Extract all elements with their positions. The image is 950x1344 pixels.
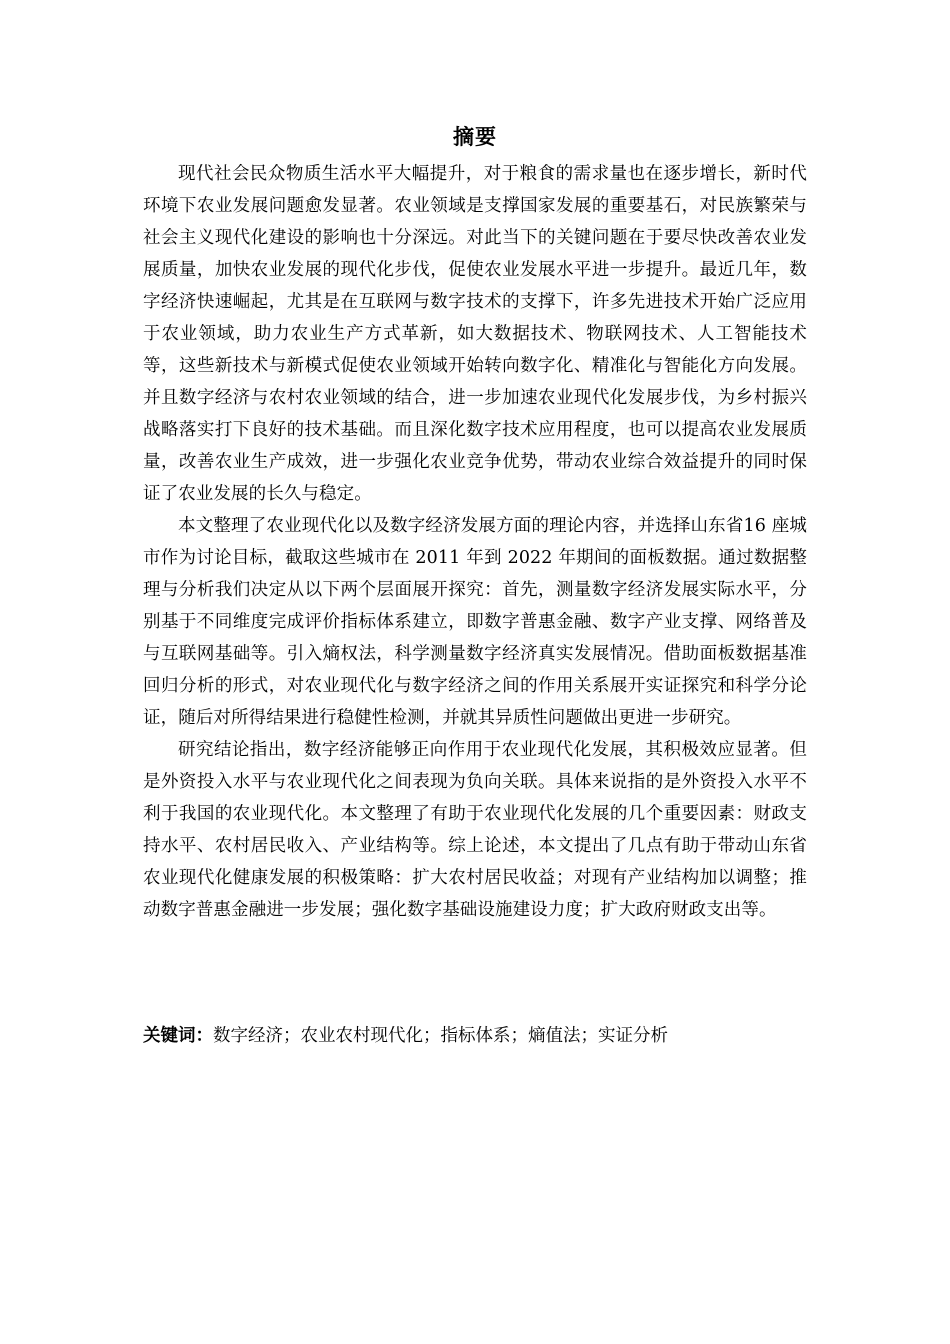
abstract-paragraph-2: 本文整理了农业现代化以及数字经济发展方面的理论内容，并选择山东省16 座城市作为讨论目标，截取这些城市在 2011 年到 2022 年期间的面板数据。通过数据整理与分析我们决定从以下两个层面展开探究：首先，测量数字经济发展实际水平，分别基于不同维度完成评价指标体系建立，即数字普惠金融、数字产业支撑、网络普及与互联网基础等。引入熵权法，科学测量数字经济真实发展情况。借助面板数据基准回归分析的形式，对农业现代化与数字经济之间的作用关系展开实证探究和科学分论证，随后对所得结果进行稳健性检测，并就其异质性问题做出更进一步研究。	[143, 516, 807, 728]
keywords-line	[143, 1022, 807, 1050]
abstract-paragraph-3: 研究结论指出，数字经济能够正向作用于农业现代化发展，其积极效应显著。但是外资投入水平与农业现代化之间表现为负向关联。具体来说指的是外资投入水平不利于我国的农业现代化。本文整理了有助于农业现代化发展的几个重要因素：财政支持水平、农村居民收入、产业结构等。综上论述，本文提出了几点有助于带动山东省农业现代化健康发展的积极策略：扩大农村居民收益；对现有产业结构加以调整；推动数字普惠金融进一步发展；强化数字基础设施建设力度；扩大政府财政支出等。	[143, 740, 807, 920]
keywords-text: 数字经济；农业农村现代化；指标体系；熵值法；实证分析	[213, 1026, 668, 1046]
abstract-body	[143, 158, 807, 926]
keywords-label: 关键词：	[143, 1026, 213, 1046]
abstract-paragraph-1: 现代社会民众物质生活水平大幅提升，对于粮食的需求量也在逐步增长，新时代环境下农业发展问题愈发显著。农业领域是支撑国家发展的重要基石，对民族繁荣与社会主义现代化建设的影响也十分深远。对此当下的关键问题在于要尽快改善农业发展质量，加快农业发展的现代化步伐，促使农业发展水平进一步提升。最近几年，数字经济快速崛起，尤其是在互联网与数字技术的支撑下，许多先进技术开始广泛应用于农业领域，助力农业生产方式革新，如大数据技术、物联网技术、人工智能技术等，这些新技术与新模式促使农业领域开始转向数字化、精准化与智能化方向发展。并且数字经济与农村农业领域的结合，进一步加速农业现代化发展步伐，为乡村振兴战略落实打下良好的技术基础。而且深化数字技术应用程度，也可以提高农业发展质量，改善农业生产成效，进一步强化农业竞争优势，带动农业综合效益提升的同时保证了农业发展的长久与稳定。	[143, 164, 807, 504]
abstract-title: 摘要	[453, 125, 497, 149]
